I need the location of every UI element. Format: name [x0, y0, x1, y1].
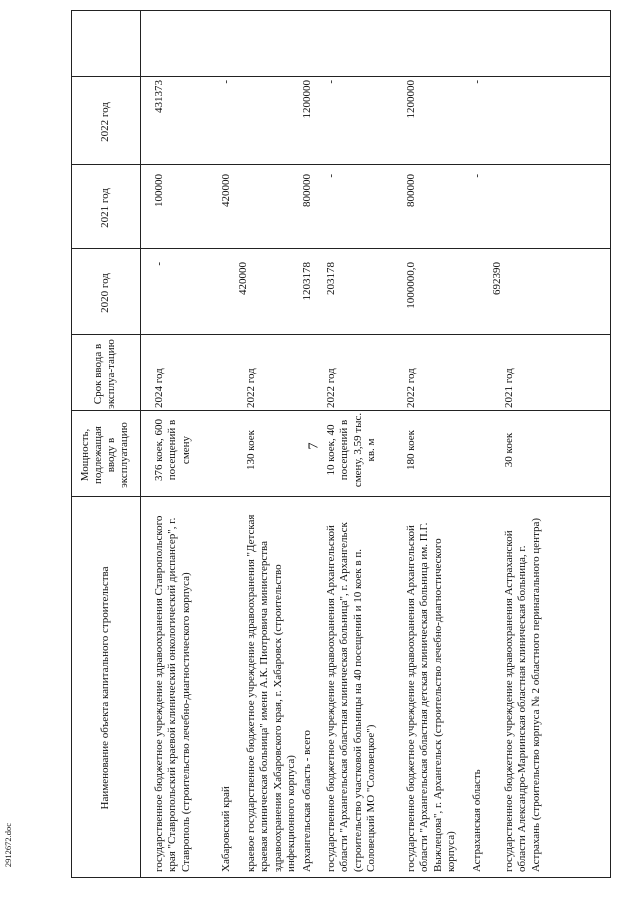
table-row-2021: - — [471, 174, 483, 178]
table-row-2020: 692390 — [491, 262, 503, 295]
table-row-2021: 800000 — [405, 174, 417, 207]
table-row-capacity: 376 коек, 600 посещений в смену — [153, 419, 192, 481]
table-row-term: 2022 год — [325, 368, 337, 408]
table-row-capacity: 180 коек — [405, 430, 417, 470]
table-row-name: государственное бюджетное учреждение здравоохранения Астраханской области Александро-Мариинская областная клиническая больница, г. Астрахань (строительство корпуса № 2 областного перинатального центра) — [503, 517, 542, 872]
table-row-2022: 431373 — [153, 80, 165, 113]
table-row-name: Архангельская область - всего — [301, 730, 313, 872]
table-row-2022: - — [220, 80, 232, 84]
column-divider — [72, 164, 610, 165]
table-row-2020: 420000 — [237, 262, 249, 295]
footer-document-code: 2912672.doc — [3, 822, 14, 868]
header-2020: 2020 год — [98, 273, 111, 313]
table-row-term: 2022 год — [245, 368, 257, 408]
header-2022: 2022 год — [98, 102, 111, 142]
column-divider — [72, 76, 610, 77]
table-row-2022: - — [325, 80, 337, 84]
table-row-2020: 1203178 — [301, 262, 313, 301]
header-2021: 2021 год — [98, 188, 111, 228]
table-row-name: государственное бюджетное учреждение здравоохранения Архангельской области "Архангельская областная детская клиническая больница им. П.Г. Выжлецова", г. Архангельск (строительство лечебно-диагностического корпуса) — [405, 522, 458, 872]
header-capacity: Мощность, подлежащая вводу в эксплуатацию — [79, 422, 130, 488]
table-row-name: государственное бюджетное учреждение здравоохранения Архангельской области "Архангельская областная клиническая больница", г. Архангельск (строительство участковой больницы на 40 посещений и 10 коек в п. Соловецкий МО "Соловецкое") — [325, 522, 378, 872]
table-row-capacity: 10 коек, 40 посещений в смену, 3,59 тыс. кв. м — [325, 412, 378, 488]
table-row-2021: 800000 — [301, 174, 313, 207]
capital-construction-table — [71, 10, 611, 878]
table-row-capacity: 30 коек — [503, 432, 515, 468]
table-row-2020: - — [153, 262, 165, 266]
page-number: 7 — [306, 442, 322, 450]
table-row-term: 2022 год — [405, 368, 417, 408]
table-row-2022: 1200000 — [405, 80, 417, 119]
table-row-term: 2024 год — [153, 368, 165, 408]
table-row-2021: 100000 — [153, 174, 165, 207]
table-row-2021: 420000 — [220, 174, 232, 207]
table-row-2022: 1200000 — [301, 80, 313, 119]
header-term: Срок ввода в эксплуа-тацию — [92, 339, 117, 409]
table-row-capacity: 130 коек — [245, 430, 257, 470]
table-row-2022: - — [471, 80, 483, 84]
column-divider — [72, 496, 610, 497]
table-row-name: Астраханская область — [471, 769, 483, 872]
header-name: Наименование объекта капитального строительства — [98, 566, 111, 810]
header-divider — [140, 11, 141, 877]
table-row-name: краевое государственное бюджетное учреждение здравоохранения "Детская краевая клиническая больница" имени А.К. Пиотровича министерства здравоохранения Хабаровского края, г. Хабаровск (строительство инфекционного корпуса) — [245, 514, 298, 872]
table-row-2020: 203178 — [325, 262, 337, 295]
table-row-2021: - — [325, 174, 337, 178]
table-row-2020: 1000000,0 — [405, 262, 417, 309]
column-divider — [72, 248, 610, 249]
table-row-name: государственное бюджетное учреждение здравоохранения Ставропольского края "Ставропольский краевой клинический онкологический диспансер", г. Ставрополь (строительство лечебно-диагностического корпуса) — [153, 515, 192, 872]
table-row-name: Хабаровский край — [220, 786, 232, 872]
column-divider — [72, 334, 610, 335]
table-row-term: 2021 год — [503, 368, 515, 408]
